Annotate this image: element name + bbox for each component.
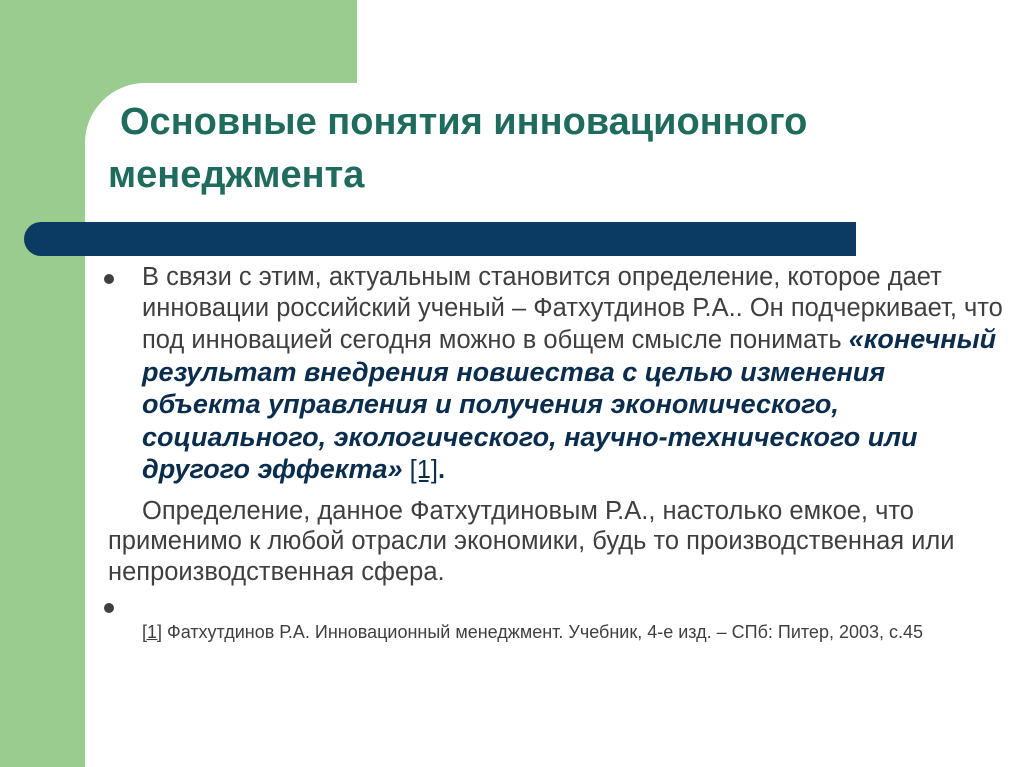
footnote-text: Фатхутдинов Р.А. Инновационный менеджмент. Учебник, 4-е изд. – СПб: Питер, 2003, с.45 xyxy=(162,622,924,642)
footnote-anchor-link[interactable]: [1] xyxy=(142,622,163,642)
bullet-text: В связи с этим, актуальным становится определение, которое дает инновации российский ученый – Фатхутдинов Р.А.. Он подчеркивает, что под инновацией сегодня можно в общем смысле понимать xyxy=(142,263,1003,354)
bullet-definition xyxy=(104,262,1004,486)
sentence-end: . xyxy=(437,456,446,484)
definition-quote: «конечный результат внедрения новшества с целью изменения объекта управления и получения экономического, социального, экологического, научно-технического или другого эффекта» xyxy=(142,324,997,484)
paragraph-definition-scope: Определение, данное Фатхутдиновым Р.А., настолько емкое, что применимо к любой отрасли экономики, будь то производственная или непроизводственная сфера. xyxy=(108,496,955,586)
title-line-2: менеджмента xyxy=(108,154,365,196)
bullet-dot xyxy=(104,274,114,284)
slide-title xyxy=(108,96,988,202)
slide-body xyxy=(104,262,1004,644)
title-line-1: Основные понятия инновационного xyxy=(120,101,808,143)
bullet-dot xyxy=(104,603,114,613)
footnote xyxy=(142,621,1004,644)
title-underline-bar xyxy=(24,222,856,256)
footnote-reference-link[interactable]: [1] xyxy=(409,456,438,484)
empty-bullet xyxy=(104,599,1004,615)
